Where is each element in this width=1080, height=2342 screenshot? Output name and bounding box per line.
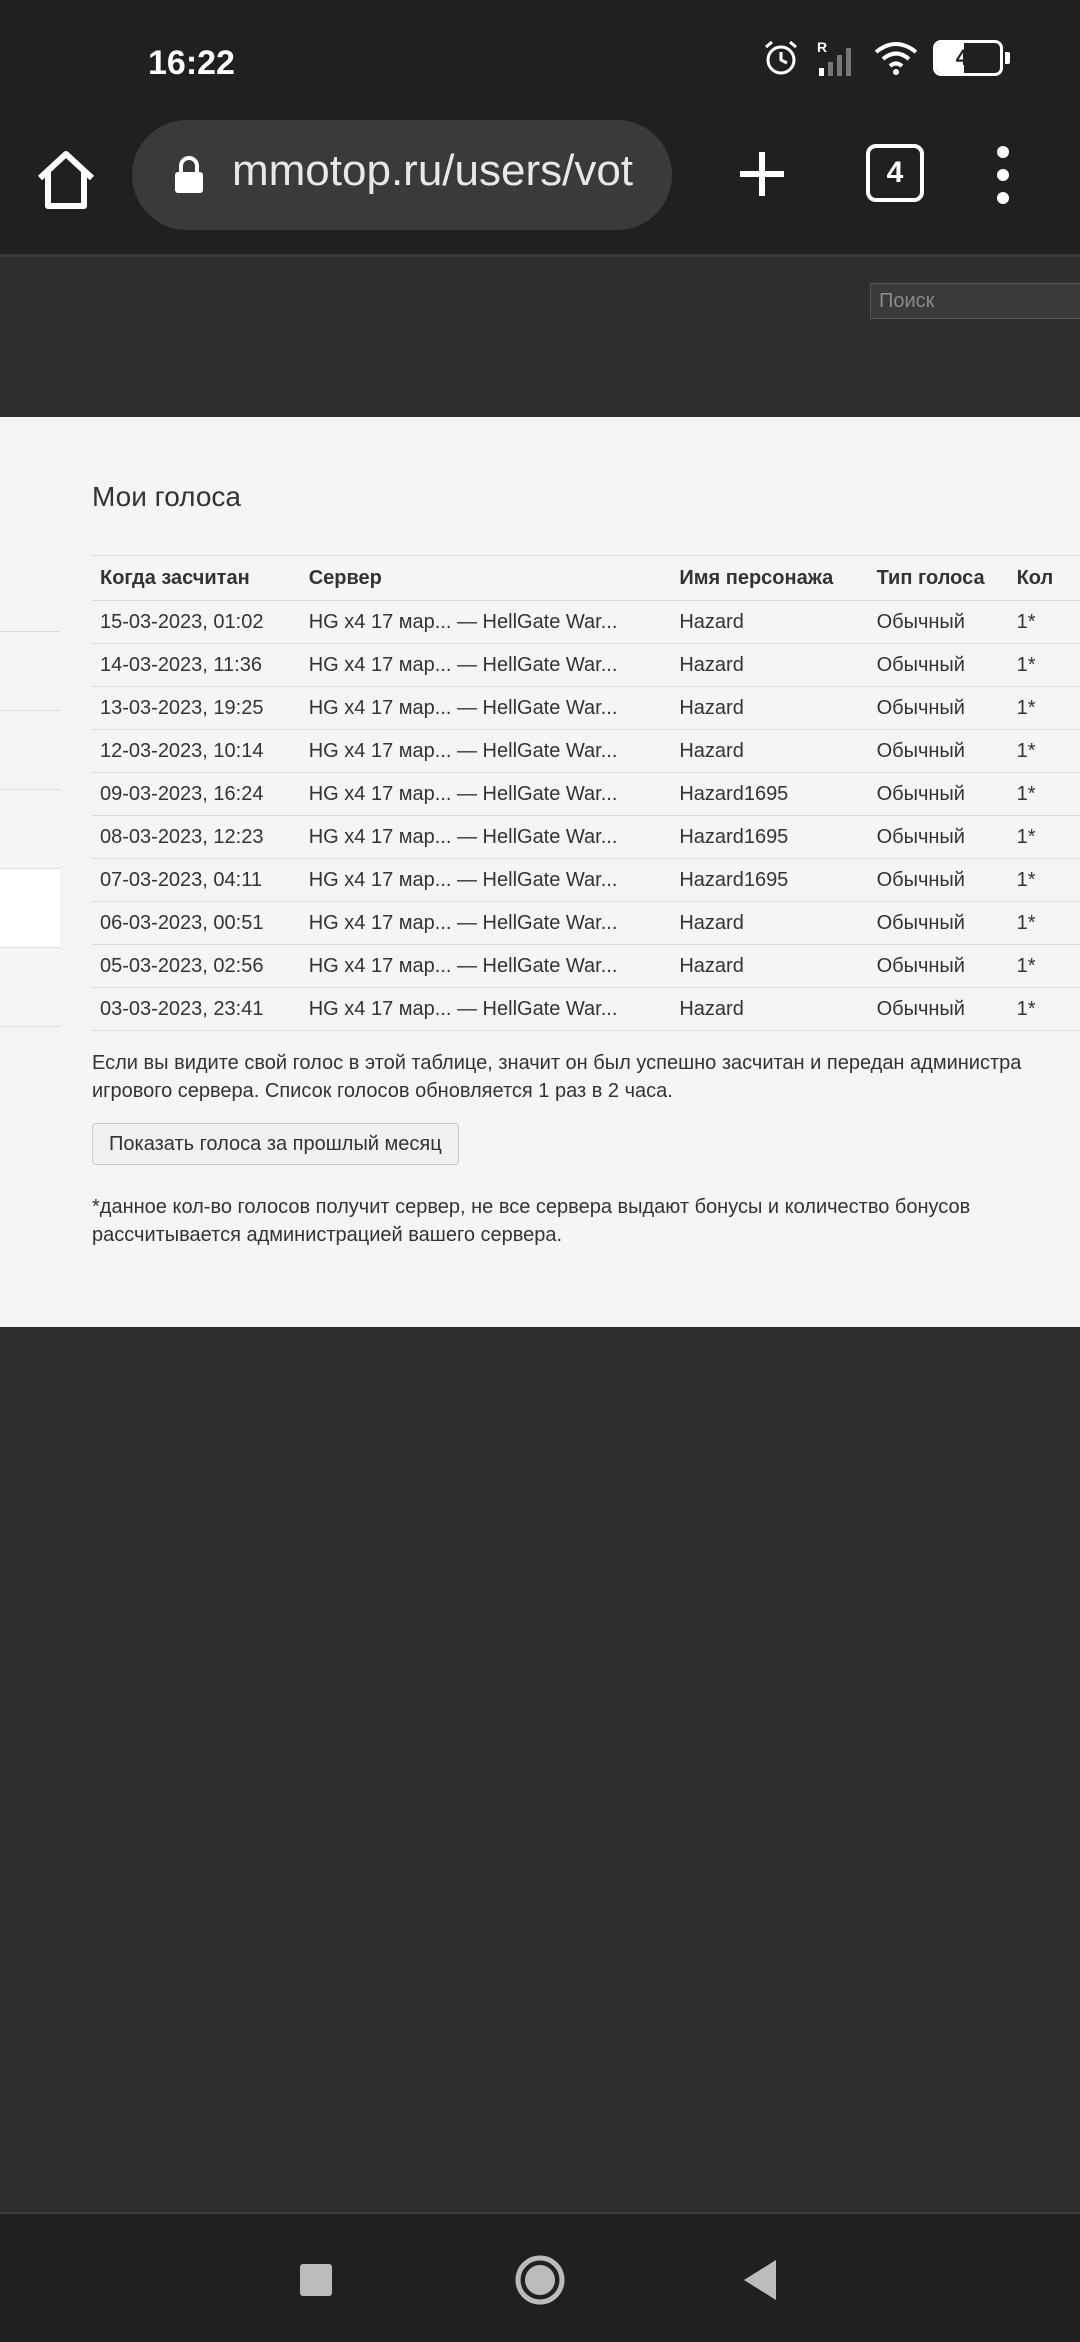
- cell-date: 15-03-2023, 01:02: [92, 601, 301, 644]
- tab-switcher-button[interactable]: [866, 144, 924, 202]
- cell-date: 08-03-2023, 12:23: [92, 816, 301, 859]
- cell-server[interactable]: HG x4 17 мар... — HellGate War...: [301, 601, 672, 644]
- cell-character: Hazard: [671, 644, 868, 687]
- cell-character: Hazard: [671, 988, 868, 1031]
- cell-server[interactable]: HG x4 17 мар... — HellGate War...: [301, 730, 672, 773]
- table-row: [92, 644, 1080, 687]
- status-bar: [0, 0, 1080, 120]
- side-nav-item[interactable]: [0, 632, 60, 711]
- column-header-count: Кол: [1009, 556, 1080, 601]
- column-header-vote-type: Тип голоса: [869, 556, 1009, 601]
- show-last-month-button[interactable]: Показать голоса за прошлый месяц: [92, 1123, 459, 1165]
- column-header-server: Сервер: [301, 556, 672, 601]
- table-row: [92, 902, 1080, 945]
- cell-server[interactable]: HG x4 17 мар... — HellGate War...: [301, 902, 672, 945]
- cell-vote-type: Обычный: [869, 773, 1009, 816]
- cell-count: 1*: [1009, 988, 1080, 1031]
- cell-character: Hazard: [671, 601, 868, 644]
- cell-server[interactable]: HG x4 17 мар... — HellGate War...: [301, 816, 672, 859]
- cell-vote-type: Обычный: [869, 644, 1009, 687]
- cell-character: Hazard: [671, 730, 868, 773]
- cell-count: 1*: [1009, 773, 1080, 816]
- recents-icon[interactable]: [300, 2264, 332, 2296]
- cell-vote-type: Обычный: [869, 687, 1009, 730]
- column-header-character: Имя персонажа: [671, 556, 868, 601]
- cell-count: 1*: [1009, 730, 1080, 773]
- cell-character: Hazard: [671, 945, 868, 988]
- footnote: *данное кол-во голосов получит сервер, не все сервера выдают бонусы и количество бонусов рассчитывается администрацией вашего сервера.: [92, 1196, 971, 1246]
- site-header: [0, 257, 1080, 417]
- table-row: [92, 601, 1080, 644]
- cell-character: Hazard1695: [671, 816, 868, 859]
- status-icons: [761, 38, 1010, 78]
- cell-date: 09-03-2023, 16:24: [92, 773, 301, 816]
- cell-count: 1*: [1009, 601, 1080, 644]
- table-header-row: [92, 556, 1080, 601]
- table-row: [92, 730, 1080, 773]
- votes-table: [92, 555, 1080, 1031]
- cell-character: Hazard: [671, 687, 868, 730]
- battery-level: 43: [955, 45, 981, 70]
- cell-vote-type: Обычный: [869, 816, 1009, 859]
- cell-date: 12-03-2023, 10:14: [92, 730, 301, 773]
- search-input[interactable]: [870, 283, 1080, 319]
- table-row: [92, 687, 1080, 730]
- cell-character: Hazard: [671, 902, 868, 945]
- url-text[interactable]: mmotop.ru/users/vot: [232, 146, 634, 195]
- status-time: 16:22: [148, 44, 235, 82]
- cell-count: 1*: [1009, 859, 1080, 902]
- address-bar[interactable]: [132, 120, 672, 230]
- alarm-icon: [761, 38, 801, 78]
- cell-date: 06-03-2023, 00:51: [92, 902, 301, 945]
- cell-character: Hazard1695: [671, 859, 868, 902]
- cell-date: 07-03-2023, 04:11: [92, 859, 301, 902]
- cell-server[interactable]: HG x4 17 мар... — HellGate War...: [301, 687, 672, 730]
- table-row: [92, 988, 1080, 1031]
- side-nav: [0, 553, 60, 1027]
- cell-server[interactable]: HG x4 17 мар... — HellGate War...: [301, 988, 672, 1031]
- content-panel: [0, 417, 1080, 1327]
- back-icon[interactable]: [740, 2256, 780, 2304]
- tab-count: 4: [886, 156, 904, 189]
- cell-date: 13-03-2023, 19:25: [92, 687, 301, 730]
- system-nav-bar: [0, 2212, 1080, 2342]
- lock-icon: [172, 156, 206, 194]
- cell-count: 1*: [1009, 945, 1080, 988]
- side-nav-item[interactable]: [0, 790, 60, 869]
- table-row: [92, 816, 1080, 859]
- cell-count: 1*: [1009, 644, 1080, 687]
- cell-vote-type: Обычный: [869, 730, 1009, 773]
- table-row: [92, 859, 1080, 902]
- side-nav-item-active[interactable]: [0, 869, 60, 948]
- cell-server[interactable]: HG x4 17 мар... — HellGate War...: [301, 859, 672, 902]
- info-note-line: Если вы видите свой голос в этой таблице, значит он был успешно засчитан и передан администра: [92, 1052, 1022, 1074]
- cell-character: Hazard1695: [671, 773, 868, 816]
- cell-server[interactable]: HG x4 17 мар... — HellGate War...: [301, 945, 672, 988]
- browser-toolbar: [0, 120, 1080, 257]
- cell-count: 1*: [1009, 816, 1080, 859]
- info-note-line: игрового сервера. Список голосов обновляется 1 раз в 2 часа.: [92, 1080, 673, 1102]
- cell-date: 03-03-2023, 23:41: [92, 988, 301, 1031]
- signal-icon: [815, 38, 859, 78]
- side-nav-item[interactable]: [0, 553, 60, 632]
- cell-vote-type: Обычный: [869, 859, 1009, 902]
- cell-vote-type: Обычный: [869, 988, 1009, 1031]
- table-row: [92, 773, 1080, 816]
- cell-vote-type: Обычный: [869, 601, 1009, 644]
- side-nav-item[interactable]: [0, 711, 60, 790]
- page-title: Мои голоса: [92, 481, 241, 512]
- wifi-icon: [873, 38, 919, 78]
- battery-icon: [933, 40, 1010, 76]
- cell-server[interactable]: HG x4 17 мар... — HellGate War...: [301, 773, 672, 816]
- home-circle-icon[interactable]: [514, 2254, 566, 2306]
- cell-date: 05-03-2023, 02:56: [92, 945, 301, 988]
- more-vert-icon[interactable]: [988, 142, 1018, 208]
- info-note: [92, 1049, 1080, 1105]
- home-icon[interactable]: [32, 146, 100, 214]
- column-header-date: Когда засчитан: [92, 556, 301, 601]
- cell-vote-type: Обычный: [869, 902, 1009, 945]
- cell-date: 14-03-2023, 11:36: [92, 644, 301, 687]
- cell-server[interactable]: HG x4 17 мар... — HellGate War...: [301, 644, 672, 687]
- svg-text:R: R: [817, 39, 828, 55]
- cell-vote-type: Обычный: [869, 945, 1009, 988]
- table-row: [92, 945, 1080, 988]
- side-nav-item[interactable]: [0, 948, 60, 1027]
- cell-count: 1*: [1009, 687, 1080, 730]
- cell-count: 1*: [1009, 902, 1080, 945]
- plus-icon[interactable]: [732, 144, 792, 204]
